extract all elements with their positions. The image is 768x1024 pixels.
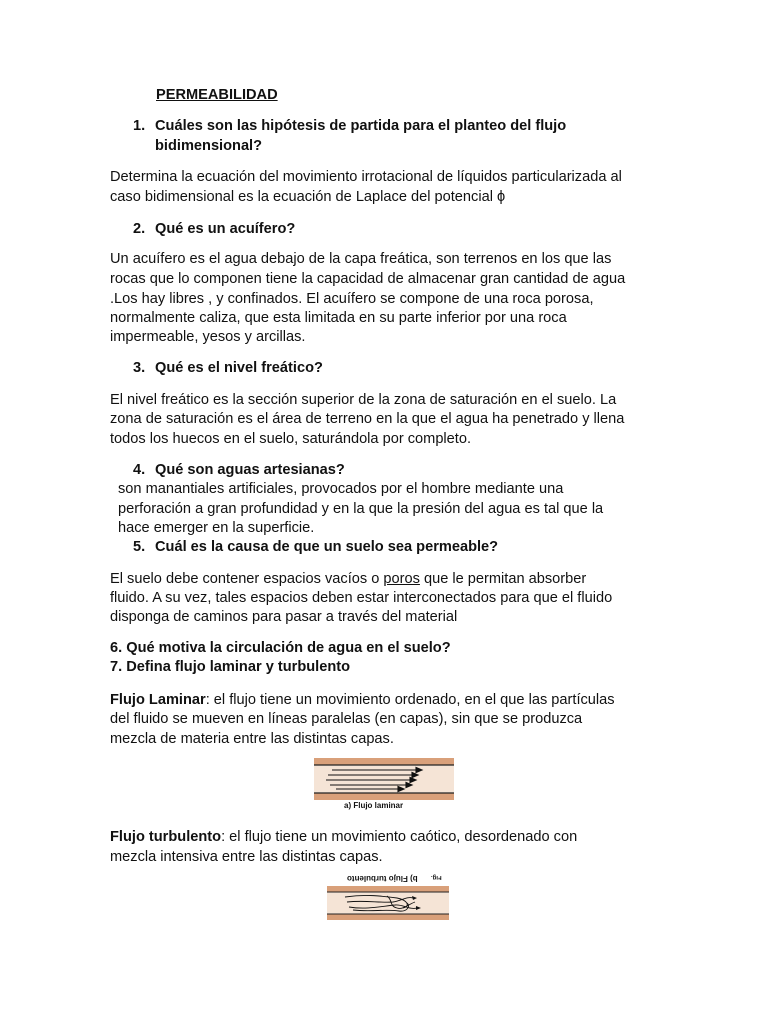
answer-5-line-2: fluido. A su vez, tales espacios deben estar interconectados para que el fluido: [110, 590, 613, 606]
turbulento-text: : el flujo tiene un movimiento caótico, desordenado con: [221, 829, 578, 845]
answer-2-line: impermeable, yesos y arcillas.: [110, 329, 306, 345]
turbulent-flow-figure: [327, 872, 449, 920]
answer-5-line-3: disponga de caminos para pasar a través del material: [110, 609, 458, 625]
answer-5-text: que le permitan absorber: [419, 571, 587, 587]
question-5: Cuál es la causa de que un suelo sea permeable?: [155, 539, 499, 555]
question-1-line-2: bidimensional?: [155, 138, 263, 154]
answer-2-line: rocas que lo componen tiene la capacidad de almacenar gran cantidad de agua: [110, 271, 626, 287]
answer-4-line: son manantiales artificiales, provocados por el hombre mediante una: [118, 481, 564, 497]
question-2: Qué es un acuífero?: [155, 221, 296, 237]
question-4: Qué son aguas artesianas?: [155, 462, 345, 478]
pipe-wall-top: [327, 886, 449, 892]
question-3: Qué es el nivel freático?: [155, 360, 323, 376]
question-number: 1.: [133, 118, 146, 134]
laminar-text: : el flujo tiene un movimiento ordenado, en el que las partículas: [205, 692, 615, 708]
poros-link[interactable]: poros: [383, 571, 420, 587]
laminar-term: Flujo Laminar: [110, 692, 206, 708]
answer-3-line: todos los huecos en el suelo, saturándola por completo.: [110, 431, 472, 447]
answer-1-line: caso bidimensional es la ecuación de Laplace del potencial ϕ: [110, 189, 506, 205]
answer-3-line: El nivel freático es la sección superior de la zona de saturación en el suelo. La: [110, 392, 617, 408]
answer-1-line: Determina la ecuación del movimiento irrotacional de líquidos particularizada al: [110, 169, 622, 185]
answer-4-line: perforación a gran profundidad y en la que la presión del agua es tal que la: [118, 501, 604, 517]
question-6: 6. Qué motiva la circulación de agua en el suelo?: [110, 640, 451, 656]
laminar-line-2: del fluido se mueven en líneas paralelas (en capas), sin que se produzca: [110, 711, 583, 727]
figure-corner-label: Fig.: [431, 874, 442, 880]
question-number: 4.: [133, 462, 146, 478]
laminar-flow-figure: [314, 758, 454, 812]
answer-2-line: normalmente caliza, que esta limitada en su parte inferior por una roca: [110, 310, 567, 326]
turbulento-line-2: mezcla intensiva entre las distintas capas.: [110, 849, 383, 865]
answer-2-line: .Los hay libres , y confinados. El acuífero se compone de una roca porosa,: [110, 291, 594, 307]
laminar-flow-diagram: [314, 758, 454, 800]
question-number: 3.: [133, 360, 146, 376]
pipe-wall-top: [314, 758, 454, 765]
question-number: 5.: [133, 539, 146, 555]
question-7: 7. Defina flujo laminar y turbulento: [110, 659, 351, 675]
laminar-line-1: [110, 690, 615, 710]
question-number: 2.: [133, 221, 146, 237]
answer-2-line: Un acuífero es el agua debajo de la capa freática, son terrenos en los que las: [110, 251, 612, 267]
pipe-wall-bottom: [327, 914, 449, 920]
turbulento-term: Flujo turbulento: [110, 829, 222, 845]
turbulento-caption: b) Flujo turbulento: [347, 874, 418, 883]
pipe-wall-bottom: [314, 793, 454, 800]
turbulento-line-1: [110, 827, 577, 847]
answer-5-line-1: [110, 569, 586, 589]
laminar-line-3: mezcla de materia entre las distintas capas.: [110, 731, 394, 747]
answer-4-line: hace emerger en la superficie.: [118, 520, 315, 536]
question-1-line-1: Cuáles son las hipótesis de partida para el planteo del flujo: [155, 118, 567, 134]
laminar-caption: a) Flujo laminar: [344, 801, 404, 810]
answer-5-text: El suelo debe contener espacios vacíos o: [110, 571, 384, 587]
turbulent-flow-diagram: [327, 886, 449, 920]
answer-3-line: zona de saturación es el área de terreno en la que el agua ha penetrado y llena: [110, 411, 625, 427]
page-title: PERMEABILIDAD: [156, 87, 278, 103]
